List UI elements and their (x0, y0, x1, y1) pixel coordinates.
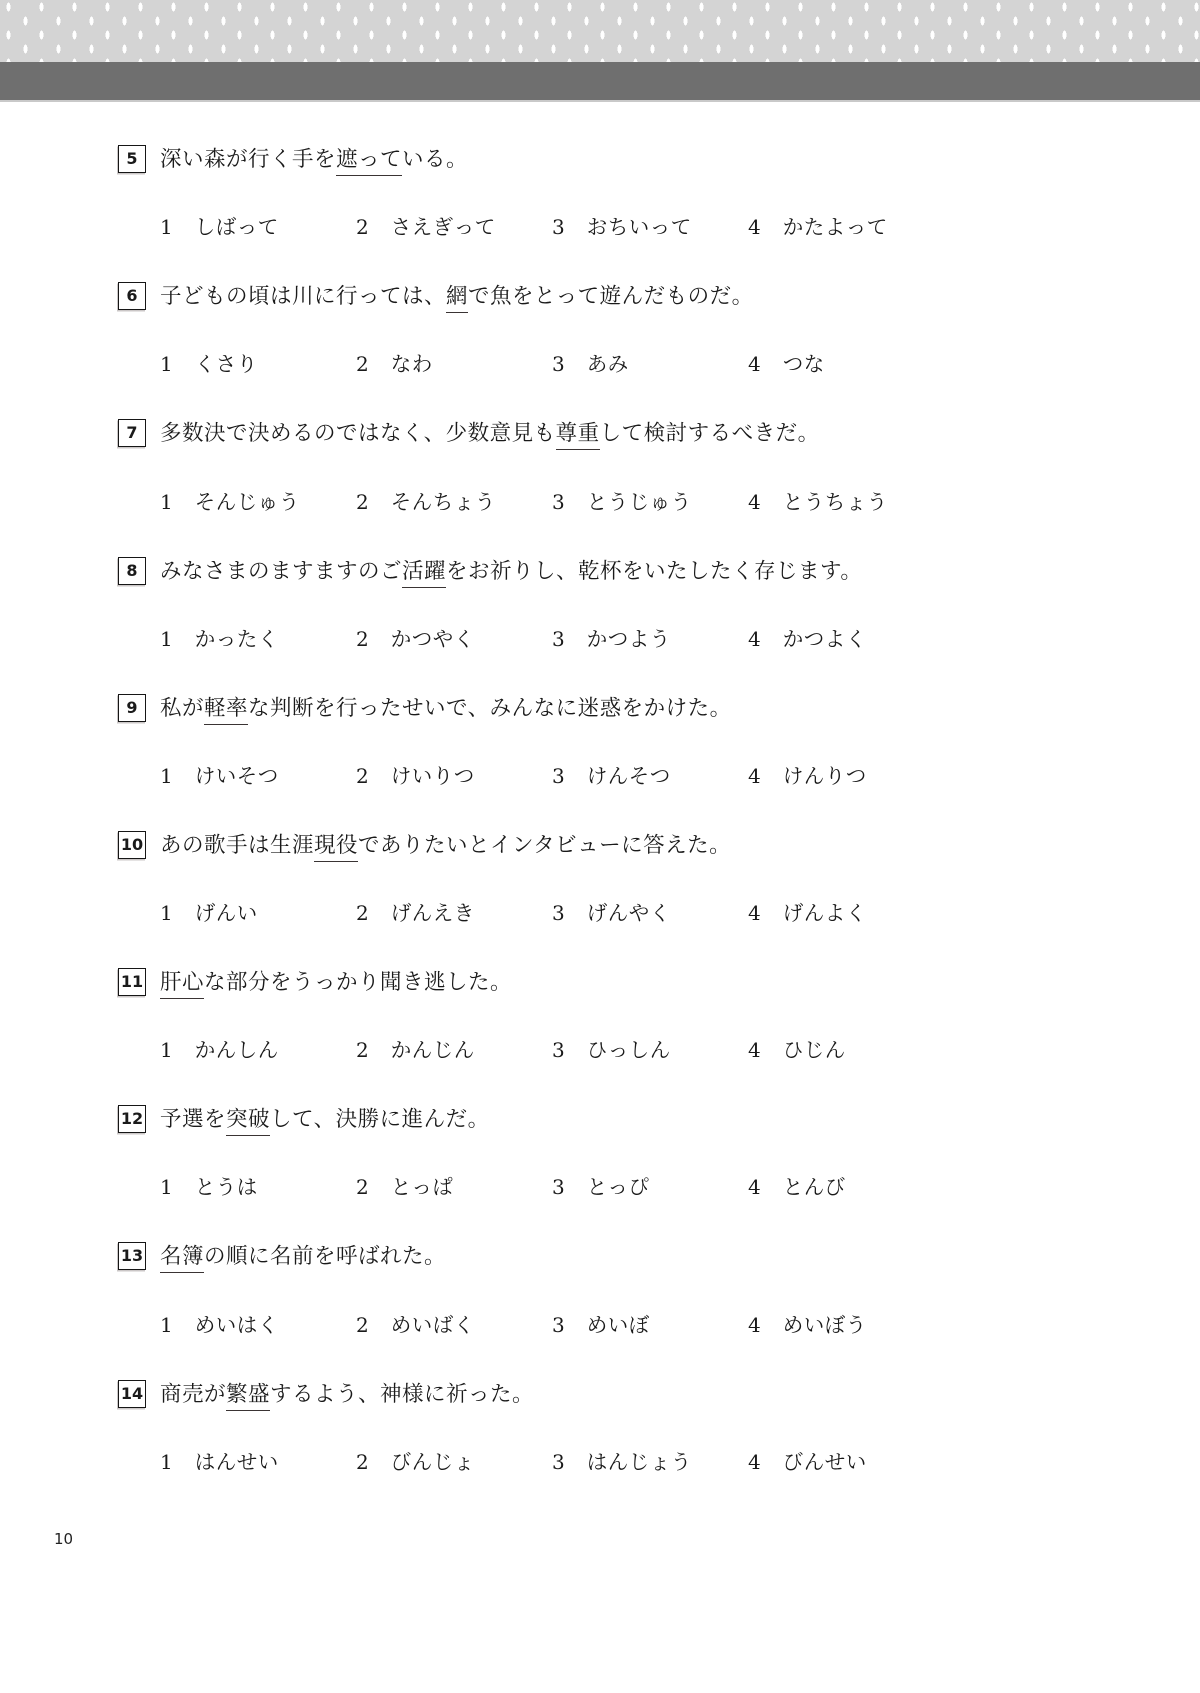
answer-choice (356, 347, 552, 377)
choice-reading: おちいって (586, 215, 692, 240)
answer-choice (160, 1445, 356, 1475)
question-block (118, 144, 1140, 240)
answer-choice (748, 896, 944, 926)
answer-choice (552, 1170, 748, 1200)
underlined-target-word: 遮って (336, 147, 402, 176)
choice-reading: かつよく (782, 626, 867, 651)
choice-reading: びんじょ (390, 1449, 475, 1474)
dotted-header-band (0, 0, 1200, 62)
underlined-target-word: 現役 (314, 833, 358, 862)
choice-reading: とうちょう (782, 489, 888, 514)
choices-row (160, 347, 1140, 377)
choice-reading: そんちょう (390, 489, 496, 514)
choice-reading: げんえき (390, 901, 475, 926)
sentence-pre: 予選を (160, 1107, 227, 1133)
underlined-target-word: 繁盛 (226, 1382, 270, 1411)
question-block (118, 1379, 1140, 1475)
answer-choice (356, 1445, 552, 1475)
choices-row (160, 1445, 1140, 1475)
choice-number: 4 (748, 901, 761, 926)
answer-choice (748, 622, 944, 652)
answer-choice (748, 1033, 944, 1063)
choice-number: 1 (160, 1038, 173, 1063)
question-sentence-row (118, 1379, 1140, 1410)
answer-choice (356, 896, 552, 926)
question-sentence-row (118, 418, 1140, 449)
question-number-box: 7 (118, 419, 146, 447)
choice-reading: とうは (194, 1175, 258, 1200)
answer-choice (552, 759, 748, 789)
choice-number: 3 (552, 1175, 565, 1200)
question-block (118, 556, 1140, 652)
choice-number: 3 (552, 901, 565, 926)
choice-number: 1 (160, 1449, 173, 1474)
choice-reading: げんい (194, 901, 258, 926)
choice-number: 4 (748, 1449, 761, 1474)
answer-choice (552, 1033, 748, 1063)
answer-choice (356, 1033, 552, 1063)
choice-reading: けいそつ (194, 763, 279, 788)
question-sentence-row (118, 1241, 1140, 1272)
question-block (118, 418, 1140, 514)
choice-reading: ひっしん (586, 1038, 671, 1063)
underlined-target-word: 網 (446, 284, 468, 313)
choice-number: 3 (552, 1312, 565, 1337)
choice-reading: かたよって (782, 215, 888, 240)
question-number-box: 14 (118, 1380, 146, 1408)
sentence-post: な部分をうっかり聞き逃した。 (204, 970, 513, 996)
choice-reading: かつよう (586, 626, 671, 651)
question-block (118, 967, 1140, 1063)
choices-row (160, 210, 1140, 240)
sentence-pre: あの歌手は生涯 (160, 832, 315, 858)
choice-number: 2 (356, 626, 369, 651)
question-sentence (160, 418, 820, 449)
choice-number: 1 (160, 215, 173, 240)
question-block (118, 693, 1140, 789)
sentence-post: するよう、神様に祈った。 (270, 1381, 535, 1407)
choice-reading: けんそつ (586, 763, 671, 788)
choice-reading: けいりつ (390, 763, 475, 788)
underlined-target-word: 名簿 (160, 1244, 204, 1273)
answer-choice (748, 347, 944, 377)
choice-reading: くさり (194, 352, 258, 377)
choice-number: 1 (160, 1175, 173, 1200)
choice-reading: とっぴ (586, 1175, 650, 1200)
sentence-pre: 多数決で決めるのではなく、少数意見も (160, 421, 556, 447)
sentence-post: の順に名前を呼ばれた。 (204, 1244, 447, 1270)
answer-choice (160, 759, 356, 789)
sentence-post: して、決勝に進んだ。 (270, 1107, 490, 1133)
choice-number: 2 (356, 489, 369, 514)
choice-number: 2 (356, 352, 369, 377)
underlined-target-word: 軽率 (204, 696, 248, 725)
answer-choice (356, 622, 552, 652)
question-sentence-row (118, 967, 1140, 998)
choice-number: 2 (356, 215, 369, 240)
choice-number: 1 (160, 901, 173, 926)
answer-choice (748, 1170, 944, 1200)
question-sentence (160, 556, 862, 587)
choice-number: 4 (748, 1312, 761, 1337)
choice-number: 4 (748, 489, 761, 514)
choice-reading: そんじゅう (194, 489, 300, 514)
question-block (118, 830, 1140, 926)
question-number-box: 9 (118, 694, 146, 722)
question-sentence (160, 281, 754, 312)
question-number-box: 12 (118, 1105, 146, 1133)
choice-reading: なわ (390, 352, 433, 377)
choice-reading: かったく (194, 626, 279, 651)
question-number-box: 10 (118, 831, 146, 859)
choices-row (160, 1033, 1140, 1063)
answer-choice (552, 1308, 748, 1338)
answer-choice (552, 896, 748, 926)
choice-number: 2 (356, 901, 369, 926)
answer-choice (552, 210, 748, 240)
underlined-target-word: 突破 (226, 1107, 270, 1136)
choice-reading: めいぼ (586, 1312, 650, 1337)
question-sentence (160, 693, 732, 724)
answer-choice (748, 210, 944, 240)
question-number-box: 5 (118, 145, 146, 173)
choices-row (160, 1308, 1140, 1338)
answer-choice (160, 622, 356, 652)
choices-row (160, 485, 1140, 515)
choices-row (160, 759, 1140, 789)
answer-choice (356, 1170, 552, 1200)
choice-number: 3 (552, 626, 565, 651)
choice-number: 1 (160, 626, 173, 651)
question-sentence (160, 144, 468, 175)
choice-reading: かんじん (390, 1038, 475, 1063)
choice-reading: しばって (194, 215, 279, 240)
gray-divider-bar (0, 62, 1200, 102)
answer-choice (160, 210, 356, 240)
question-block (118, 1241, 1140, 1337)
question-sentence (160, 830, 731, 861)
question-sentence-row (118, 1104, 1140, 1135)
choice-reading: けんりつ (782, 763, 867, 788)
answer-choice (160, 1170, 356, 1200)
answer-choice (748, 485, 944, 515)
choice-number: 2 (356, 1312, 369, 1337)
sentence-pre: 商売が (160, 1381, 227, 1407)
choice-number: 4 (748, 1175, 761, 1200)
choice-number: 4 (748, 1038, 761, 1063)
answer-choice (160, 896, 356, 926)
choice-reading: かつやく (390, 626, 475, 651)
question-sentence (160, 1104, 490, 1135)
choices-row (160, 622, 1140, 652)
choice-reading: げんよく (782, 901, 867, 926)
sentence-post: をお祈りし、乾杯をいたしたく存じます。 (446, 558, 863, 584)
answer-choice (552, 1445, 748, 1475)
choice-reading: とんび (782, 1175, 846, 1200)
choices-row (160, 1170, 1140, 1200)
answer-choice (748, 1308, 944, 1338)
choice-number: 3 (552, 1038, 565, 1063)
choice-reading: めいはく (194, 1312, 279, 1337)
choice-number: 4 (748, 763, 761, 788)
choice-number: 3 (552, 763, 565, 788)
sentence-post: いる。 (402, 147, 469, 172)
question-sentence-row (118, 693, 1140, 724)
choice-reading: とっぱ (390, 1175, 454, 1200)
choice-reading: はんじょう (586, 1449, 692, 1474)
choice-reading: さえぎって (390, 215, 496, 240)
question-list (0, 102, 1200, 1475)
answer-choice (748, 759, 944, 789)
choice-number: 3 (552, 1449, 565, 1474)
choice-number: 1 (160, 489, 173, 514)
choice-number: 3 (552, 352, 565, 377)
question-block (118, 1104, 1140, 1200)
underlined-target-word: 尊重 (556, 421, 600, 450)
question-sentence-row (118, 144, 1140, 175)
sentence-pre: 深い森が行く手を (160, 147, 337, 172)
answer-choice (356, 1308, 552, 1338)
sentence-post: して検討するべきだ。 (599, 421, 820, 447)
choice-reading: つな (782, 352, 825, 377)
choice-reading: はんせい (194, 1449, 279, 1474)
choice-number: 2 (356, 1038, 369, 1063)
choice-reading: めいぼう (782, 1312, 867, 1337)
answer-choice (160, 347, 356, 377)
choice-number: 4 (748, 215, 761, 240)
sentence-post: な判断を行ったせいで、みんなに迷惑をかけた。 (248, 695, 732, 721)
page-number: 10 (54, 1530, 74, 1548)
underlined-target-word: 活躍 (402, 559, 446, 588)
choice-number: 1 (160, 352, 173, 377)
choice-number: 4 (748, 626, 761, 651)
question-sentence (160, 1241, 446, 1272)
choice-number: 1 (160, 763, 173, 788)
choice-reading: めいばく (390, 1312, 475, 1337)
answer-choice (552, 622, 748, 652)
question-sentence-row (118, 556, 1140, 587)
answer-choice (356, 485, 552, 515)
choices-row (160, 896, 1140, 926)
answer-choice (552, 485, 748, 515)
choice-number: 1 (160, 1312, 173, 1337)
question-block (118, 281, 1140, 377)
choice-reading: ひじん (782, 1038, 846, 1063)
choice-number: 3 (552, 215, 565, 240)
choice-reading: とうじゅう (586, 489, 692, 514)
answer-choice (552, 347, 748, 377)
question-number-box: 8 (118, 557, 146, 585)
choice-number: 3 (552, 489, 565, 514)
choice-reading: あみ (586, 352, 629, 377)
answer-choice (356, 759, 552, 789)
sentence-pre: 私が (160, 695, 205, 721)
question-number-box: 11 (118, 968, 146, 996)
question-sentence (160, 967, 512, 998)
underlined-target-word: 肝心 (160, 970, 204, 999)
choice-reading: びんせい (782, 1449, 867, 1474)
answer-choice (356, 210, 552, 240)
sentence-post: で魚をとって遊んだものだ。 (468, 284, 754, 310)
answer-choice (160, 485, 356, 515)
question-sentence-row (118, 830, 1140, 861)
answer-choice (748, 1445, 944, 1475)
choice-number: 2 (356, 1449, 369, 1474)
sentence-post: でありたいとインタビューに答えた。 (358, 832, 732, 858)
question-sentence (160, 1379, 534, 1410)
question-sentence-row (118, 281, 1140, 312)
choice-number: 2 (356, 763, 369, 788)
answer-choice (160, 1308, 356, 1338)
choice-number: 4 (748, 352, 761, 377)
question-number-box: 6 (118, 282, 146, 310)
choice-number: 2 (356, 1175, 369, 1200)
choice-reading: げんやく (586, 901, 671, 926)
sentence-pre: 子どもの頃は川に行っては、 (160, 284, 447, 310)
answer-choice (160, 1033, 356, 1063)
sentence-pre: みなさまのますますのご (160, 558, 403, 584)
choice-reading: かんしん (194, 1038, 279, 1063)
question-number-box: 13 (118, 1242, 146, 1270)
